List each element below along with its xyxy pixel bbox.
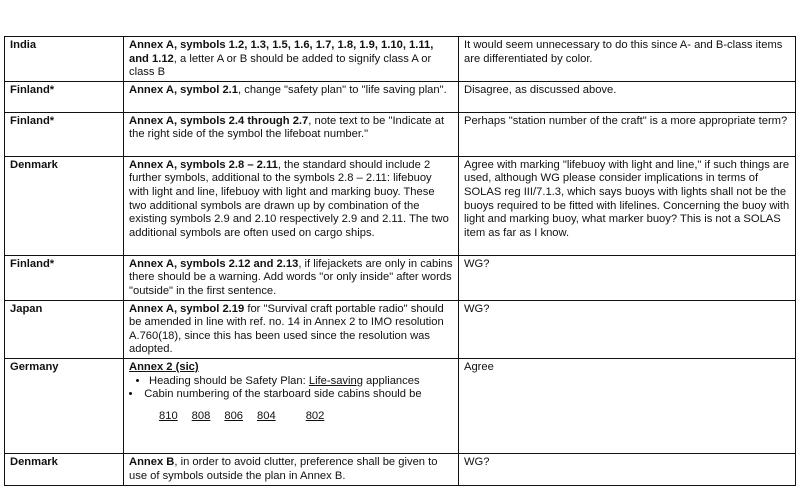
comment-cell xyxy=(124,358,459,453)
comment-text: , the standard should include 2 further symbols, additional to the symbols 2.8 – 2.11: lifebuoy with light and line, lifebuoy with light and marking buoy. These two additional symbols are drawn up by combination of the existing symbols 2.9 and 2.10 respectively 2.9 and 2.11. The two additional symbols are often used on cargo ships. xyxy=(129,158,449,239)
country-cell: Denmark xyxy=(5,156,124,255)
cabin-number: 810 xyxy=(159,409,178,422)
country-cell: Denmark xyxy=(5,453,124,485)
comment-text: , in order to avoid clutter, preference shall be given to use of symbols outside the plan in Annex B. xyxy=(129,455,438,482)
response-cell: WG? xyxy=(459,255,796,300)
response-cell: WG? xyxy=(459,453,796,485)
country-cell: India xyxy=(5,37,124,82)
table-row xyxy=(5,255,796,300)
comments-table xyxy=(4,36,796,486)
annex-reference: Annex 2 (sic) xyxy=(129,360,199,373)
table-row xyxy=(5,112,796,156)
comment-cell xyxy=(124,112,459,156)
comment-cell xyxy=(124,453,459,485)
response-cell: Agree xyxy=(459,358,796,453)
comment-bullet-list xyxy=(129,375,454,402)
cabin-number: 808 xyxy=(191,409,211,422)
annex-reference: Annex B xyxy=(129,455,175,468)
comment-cell xyxy=(124,156,459,255)
comment-cell xyxy=(124,81,459,112)
annex-reference: Annex A, symbol 2.19 xyxy=(129,302,245,315)
annex-reference: Annex A, symbols 2.8 – 2.11 xyxy=(129,158,278,171)
annex-reference: Annex A, symbol 2.1 xyxy=(129,83,239,96)
response-cell: Perhaps "station number of the craft" is a more appropriate term? xyxy=(459,112,796,156)
response-cell: Disagree, as discussed above. xyxy=(459,81,796,112)
comment-text: , change "safety plan" to "life saving plan". xyxy=(238,83,447,96)
bullet-item: • Cabin numbering of the starboard side cabins should be xyxy=(129,388,454,402)
country-cell: Finland* xyxy=(5,112,124,156)
comment-text: , if lifejackets are only in cabins there should be a warning. Add words "or only inside" after words "outside" in the first sentence. xyxy=(129,257,453,297)
comment-cell xyxy=(124,255,459,300)
response-cell: It would seem unnecessary to do this since A- and B-class items are differentiated by color. xyxy=(459,37,796,82)
cabin-number: 802 xyxy=(305,409,325,422)
country-cell: Finland* xyxy=(5,81,124,112)
response-cell: WG? xyxy=(459,300,796,358)
cabin-numbers xyxy=(129,410,454,424)
annex-reference: Annex A, symbols 2.4 through 2.7 xyxy=(129,114,309,127)
annex-reference: Annex A, symbols 2.12 and 2.13 xyxy=(129,257,299,270)
comment-text: , note text to be "Indicate at the right side of the symbol the lifeboat number." xyxy=(129,114,445,141)
country-cell: Japan xyxy=(5,300,124,358)
table-row xyxy=(5,453,796,485)
comment-cell xyxy=(124,300,459,358)
comment-text: for "Survival craft portable radio" should be amended in line with ref. no. 14 in Annex 2 to IMO resolution A.760(18), since this has been used since the resolution was adopted. xyxy=(129,302,444,356)
response-cell: Agree with marking "lifebuoy with light and line," if such things are used, although WG please consider implications in terms of SOLAS reg III/7.1.3, which says buoys with lights shall not be the buoys required to be fitted with lifelines. Concerning the buoy with light and marking buoy, what marker buoy? This is not a SOLAS item as far as I know. xyxy=(459,156,796,255)
comment-text: , a letter A or B should be added to signify class A or class B xyxy=(129,52,432,79)
table-row xyxy=(5,156,796,255)
table-row xyxy=(5,81,796,112)
country-cell: Germany xyxy=(5,358,124,453)
cabin-number: 806 xyxy=(224,409,244,422)
table-row xyxy=(5,358,796,453)
cabin-number: 804 xyxy=(257,409,276,422)
comment-cell xyxy=(124,37,459,82)
table-row xyxy=(5,37,796,82)
country-cell: Finland* xyxy=(5,255,124,300)
annex-reference: Annex A, symbols 1.2, 1.3, 1.5, 1.6, 1.7, 1.8, 1.9, 1.10, 1.11, and 1.12 xyxy=(129,39,434,65)
bullet-item: • Heading should be Safety Plan: Life-saving appliances xyxy=(149,375,454,389)
table-row xyxy=(5,300,796,358)
